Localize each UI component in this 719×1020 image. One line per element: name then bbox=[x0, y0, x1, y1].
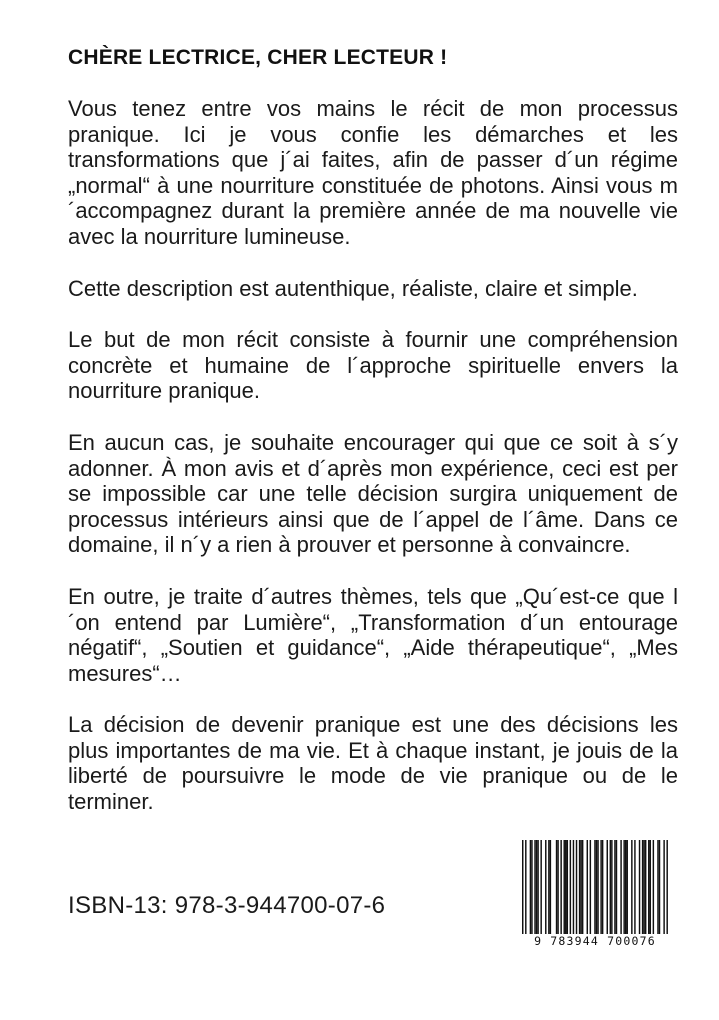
barcode-bar bbox=[522, 840, 523, 936]
barcode-bar bbox=[663, 840, 664, 936]
barcode-bar bbox=[631, 840, 632, 936]
barcode-bar bbox=[576, 840, 577, 936]
barcode-bar bbox=[659, 840, 660, 936]
barcode-bar bbox=[590, 840, 591, 936]
barcode-bar bbox=[587, 840, 588, 936]
barcode-bar bbox=[594, 840, 595, 936]
barcode-bar bbox=[563, 840, 564, 936]
barcode-bar bbox=[548, 840, 549, 936]
barcode-bar bbox=[650, 840, 651, 936]
barcode-bar bbox=[597, 840, 598, 936]
barcode-bar bbox=[536, 840, 537, 936]
barcode-bar bbox=[620, 840, 621, 936]
barcode-bar bbox=[625, 840, 626, 936]
barcode-bar bbox=[531, 840, 532, 936]
barcode-bar bbox=[525, 840, 526, 936]
barcode-bar bbox=[648, 840, 649, 936]
paragraph-1: Vous tenez entre vos mains le récit de mon processus pranique. Ici je vous confie les démarches et les transformations que j´ai faites, afin de passer d´un régime „normal“ à une nourriture constituée de photons. Ainsi vous m´accompagnez durant la première année de ma nouvelle vie avec la nourriture lumineuse. bbox=[68, 96, 678, 249]
paragraph-3: Le but de mon récit consiste à fournir une compréhension concrète et humaine de l´approche spirituelle envers la nourriture pranique. bbox=[68, 327, 678, 404]
barcode-bar bbox=[580, 840, 581, 936]
barcode-bar bbox=[611, 840, 612, 936]
paragraph-6: La décision de devenir pranique est une des décisions les plus importantes de ma vie. Et à chaque instant, je jouis de la liberté de poursuivre le mode de vie pranique ou de le terminer. bbox=[68, 712, 678, 815]
barcode-bar bbox=[607, 840, 608, 936]
barcode-bar bbox=[537, 840, 538, 936]
barcode-bar bbox=[579, 840, 580, 936]
barcode-bar bbox=[550, 840, 551, 936]
barcode-bar bbox=[596, 840, 597, 936]
barcode-bar bbox=[616, 840, 617, 936]
barcode-bar bbox=[560, 840, 561, 936]
barcode-bar bbox=[540, 840, 541, 936]
barcode-bar bbox=[573, 840, 574, 936]
barcode-bar bbox=[639, 840, 640, 936]
barcode-bars bbox=[520, 840, 670, 936]
barcode-bar bbox=[534, 840, 535, 936]
blurb-text bbox=[68, 96, 678, 841]
barcode-bar bbox=[557, 840, 558, 936]
barcode-bar bbox=[623, 840, 624, 936]
barcode-bar bbox=[602, 840, 603, 936]
barcode-bar bbox=[653, 840, 654, 936]
barcode-bar bbox=[582, 840, 583, 936]
barcode-bar bbox=[642, 840, 643, 936]
barcode-bar bbox=[570, 840, 571, 936]
barcode-bar bbox=[556, 840, 557, 936]
barcode-bar bbox=[666, 840, 667, 936]
barcode-bar bbox=[600, 840, 601, 936]
barcode-bar bbox=[545, 840, 546, 936]
paragraph-4: En aucun cas, je souhaite encourager qui que ce soit à s´y adonner. À mon avis et d´après mon expérience, ceci est per se impossible car une telle décision surgira uniquement de processus intérieurs ainsi que de l´appel de l´âme. Dans ce domaine, il n´y a rien à prouver et personne à convaincre. bbox=[68, 429, 678, 558]
barcode-bar bbox=[634, 840, 635, 936]
barcode-bar bbox=[627, 840, 628, 936]
barcode-bar bbox=[567, 840, 568, 936]
barcode bbox=[520, 840, 670, 952]
barcode-bar bbox=[614, 840, 615, 936]
barcode-bar bbox=[657, 840, 658, 936]
barcode-bar bbox=[610, 840, 611, 936]
barcode-bar bbox=[565, 840, 566, 936]
barcode-bar bbox=[643, 840, 644, 936]
barcode-bar bbox=[530, 840, 531, 936]
barcode-digits: 9 783944 700076 bbox=[520, 934, 670, 948]
paragraph-2: Cette description est autenthique, réaliste, claire et simple. bbox=[68, 275, 638, 301]
paragraph-5: En outre, je traite d´autres thèmes, tels que „Qu´est-ce que l´on entend par Lumière“, „Transformation d´un entourage négatif“, „Soutien et guidance“, „Aide thérapeutique“, „Mes mesures“… bbox=[68, 583, 678, 686]
barcode-bar bbox=[645, 840, 646, 936]
isbn-label: ISBN-13: 978-3-944700-07-6 bbox=[68, 892, 386, 919]
page-title: CHÈRE LECTRICE, CHER LECTEUR ! bbox=[68, 46, 448, 69]
